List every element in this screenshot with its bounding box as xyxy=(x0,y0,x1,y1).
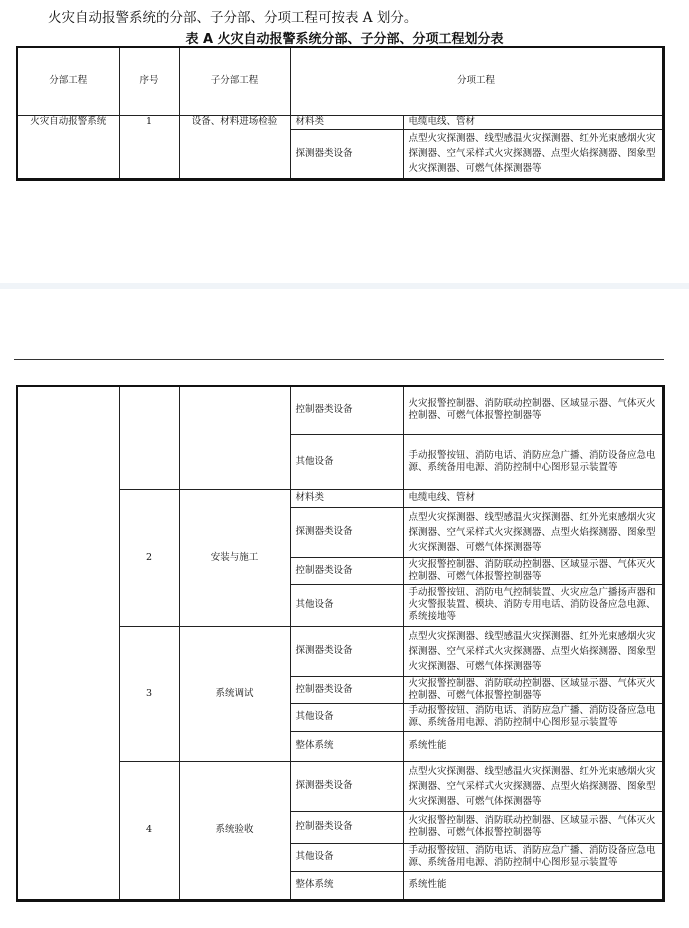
item-content-cell: 系统性能 xyxy=(403,871,663,900)
item-name-cell: 控制器类设备 xyxy=(290,676,403,703)
item-content-cell: 手动报警按钮、消防电话、消防应急广播、消防设备应急电源、系统备用电源、消防控制中心图形显示装置等 xyxy=(403,434,663,489)
item-content-cell: 火灾报警控制器、消防联动控制器、区域显示器、气体灭火控制器、可燃气体报警控制器等 xyxy=(403,557,663,584)
subdivision-cell: 设备、材料进场检验 xyxy=(179,115,290,179)
table-row xyxy=(17,115,663,129)
header-division: 分部工程 xyxy=(17,47,119,115)
item-name-cell: 探测器类设备 xyxy=(290,507,403,557)
item-content-cell: 火灾报警控制器、消防联动控制器、区域显示器、气体灭火控制器、可燃气体报警控制器等 xyxy=(403,386,663,434)
seq-cell: 2 xyxy=(119,489,179,626)
item-content-cell: 点型火灾探测器、线型感温火灾探测器、红外光束感烟火灾探测器、空气采样式火灾探测器、点型火焰探测器、图象型火灾探测器、可燃气体探测器等 xyxy=(403,507,663,557)
item-content-cell: 点型火灾探测器、线型感温火灾探测器、红外光束感烟火灾探测器、空气采样式火灾探测器、点型火焰探测器、图象型火灾探测器、可燃气体探测器等 xyxy=(403,626,663,676)
item-name-cell: 材料类 xyxy=(290,115,403,129)
item-name-cell: 探测器类设备 xyxy=(290,129,403,179)
seq-cell: 3 xyxy=(119,626,179,761)
item-content-cell: 系统性能 xyxy=(403,731,663,761)
item-name-cell: 控制器类设备 xyxy=(290,386,403,434)
item-name-cell: 其他设备 xyxy=(290,434,403,489)
seq-cell: 1 xyxy=(119,115,179,179)
item-content-cell: 点型火灾探测器、线型感温火灾探测器、红外光束感烟火灾探测器、空气采样式火灾探测器、点型火焰探测器、图象型火灾探测器、可燃气体探测器等 xyxy=(403,761,663,811)
item-content-cell: 手动报警按钮、消防电气控制装置、火灾应急广播扬声器和火灾警报装置、模块、消防专用电话、消防设备应急电源、系统接地等 xyxy=(403,584,663,626)
division-table-part-2 xyxy=(16,385,665,902)
item-content-cell: 手动报警按钮、消防电话、消防应急广播、消防设备应急电源、系统备用电源、消防控制中心图形显示装置等 xyxy=(403,703,663,731)
item-name-cell: 控制器类设备 xyxy=(290,811,403,843)
division-cell: 火灾自动报警系统 xyxy=(17,115,119,179)
item-content-cell: 电缆电线、管材 xyxy=(403,115,663,129)
subdivision-cell-continued xyxy=(179,386,290,489)
header-item: 分项工程 xyxy=(290,47,663,115)
table-row xyxy=(17,386,663,434)
item-content-cell: 火灾报警控制器、消防联动控制器、区域显示器、气体灭火控制器、可燃气体报警控制器等 xyxy=(403,811,663,843)
item-name-cell: 其他设备 xyxy=(290,843,403,871)
item-content-cell: 点型火灾探测器、线型感温火灾探测器、红外光束感烟火灾探测器、空气采样式火灾探测器、点型火焰探测器、图象型火灾探测器、可燃气体探测器等 xyxy=(403,129,663,179)
header-subdivision: 子分部工程 xyxy=(179,47,290,115)
item-content-cell: 手动报警按钮、消防电话、消防应急广播、消防设备应急电源、系统备用电源、消防控制中心图形显示装置等 xyxy=(403,843,663,871)
page-header-rule xyxy=(14,359,664,360)
seq-cell-continued xyxy=(119,386,179,489)
division-table-part-1 xyxy=(16,46,665,181)
item-name-cell: 材料类 xyxy=(290,489,403,507)
subdivision-cell: 安装与施工 xyxy=(179,489,290,626)
item-name-cell: 整体系统 xyxy=(290,871,403,900)
subdivision-cell: 系统验收 xyxy=(179,761,290,900)
item-name-cell: 其他设备 xyxy=(290,703,403,731)
item-name-cell: 整体系统 xyxy=(290,731,403,761)
item-name-cell: 其他设备 xyxy=(290,584,403,626)
item-content-cell: 电缆电线、管材 xyxy=(403,489,663,507)
page-break xyxy=(0,283,689,289)
header-seq: 序号 xyxy=(119,47,179,115)
table-header-row xyxy=(17,47,663,115)
subdivision-cell: 系统调试 xyxy=(179,626,290,761)
item-name-cell: 探测器类设备 xyxy=(290,761,403,811)
seq-cell: 4 xyxy=(119,761,179,900)
item-content-cell: 火灾报警控制器、消防联动控制器、区域显示器、气体灭火控制器、可燃气体报警控制器等 xyxy=(403,676,663,703)
item-name-cell: 控制器类设备 xyxy=(290,557,403,584)
intro-text: 火灾自动报警系统的分部、子分部、分项工程可按表 A 划分。 xyxy=(48,10,418,26)
item-name-cell: 探测器类设备 xyxy=(290,626,403,676)
division-cell-continued xyxy=(17,386,119,900)
table-caption: 表 A 火灾自动报警系统分部、子分部、分项工程划分表 xyxy=(185,32,504,47)
